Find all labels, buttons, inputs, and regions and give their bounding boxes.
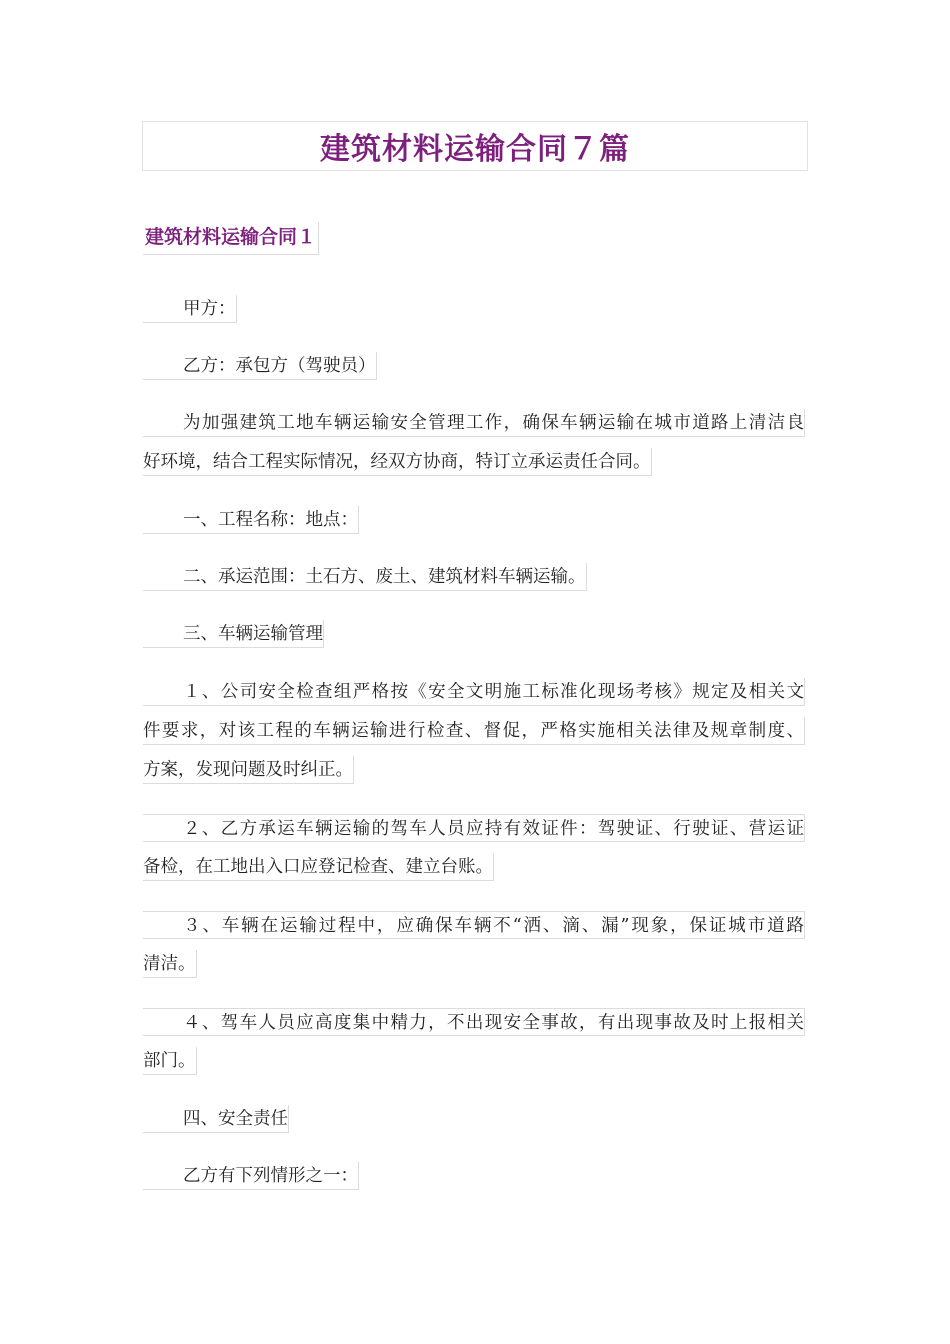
paragraph-party-a bbox=[143, 295, 805, 334]
paragraph-scope bbox=[143, 563, 805, 602]
paragraph-line: １、公司安全检查组严格按《安全文明施工标准化现场考核》规定及相关文 bbox=[143, 678, 805, 706]
paragraph-line: 甲方： bbox=[143, 295, 237, 323]
paragraph-safety-responsibility bbox=[143, 1105, 805, 1144]
paragraph-item-3 bbox=[143, 911, 805, 989]
paragraph-party-b-conditions bbox=[143, 1162, 805, 1201]
paragraph-line: 一、工程名称：地点： bbox=[143, 506, 359, 534]
paragraph-line: 好环境，结合工程实际情况，经双方协商，特订立承运责任合同。 bbox=[143, 448, 652, 476]
paragraph-party-b bbox=[143, 352, 805, 391]
paragraph-line: ４、驾车人员应高度集中精力，不出现安全事故，有出现事故及时上报相关 bbox=[143, 1008, 805, 1036]
paragraph-vehicle-management bbox=[143, 620, 805, 659]
paragraph-line: 备检，在工地出入口应登记检查、建立台账。 bbox=[143, 853, 494, 881]
paragraph-item-1 bbox=[143, 678, 805, 795]
paragraph-item-2 bbox=[143, 814, 805, 892]
paragraph-intro bbox=[143, 409, 805, 487]
paragraph-line: 件要求，对该工程的车辆运输进行检查、督促，严格实施相关法律及规章制度、 bbox=[143, 717, 805, 745]
document-title: 建筑材料运输合同７篇 bbox=[320, 132, 630, 167]
paragraph-line: 乙方有下列情形之一： bbox=[143, 1162, 359, 1190]
paragraph-line: 方案，发现问题及时纠正。 bbox=[143, 756, 354, 784]
paragraph-line: ３、车辆在运输过程中，应确保车辆不“洒、滴、漏”现象，保证城市道路 bbox=[143, 911, 805, 939]
paragraph-line: 清洁。 bbox=[143, 950, 197, 978]
title-box bbox=[142, 121, 808, 171]
paragraph-line: 二、承运范围：土石方、废土、建筑材料车辆运输。 bbox=[143, 563, 587, 591]
paragraph-line: ２、乙方承运车辆运输的驾车人员应持有效证件：驾驶证、行驶证、营运证 bbox=[143, 814, 805, 842]
section-heading: 建筑材料运输合同１ bbox=[143, 222, 319, 255]
paragraph-line: 乙方：承包方（驾驶员） bbox=[143, 352, 377, 380]
paragraph-line: 部门。 bbox=[143, 1047, 197, 1075]
paragraph-line: 四、安全责任 bbox=[143, 1105, 289, 1133]
paragraph-project-name bbox=[143, 506, 805, 545]
paragraph-line: 为加强建筑工地车辆运输安全管理工作，确保车辆运输在城市道路上清洁良 bbox=[143, 409, 805, 437]
paragraph-line: 三、车辆运输管理 bbox=[143, 620, 324, 648]
paragraph-item-4 bbox=[143, 1008, 805, 1086]
